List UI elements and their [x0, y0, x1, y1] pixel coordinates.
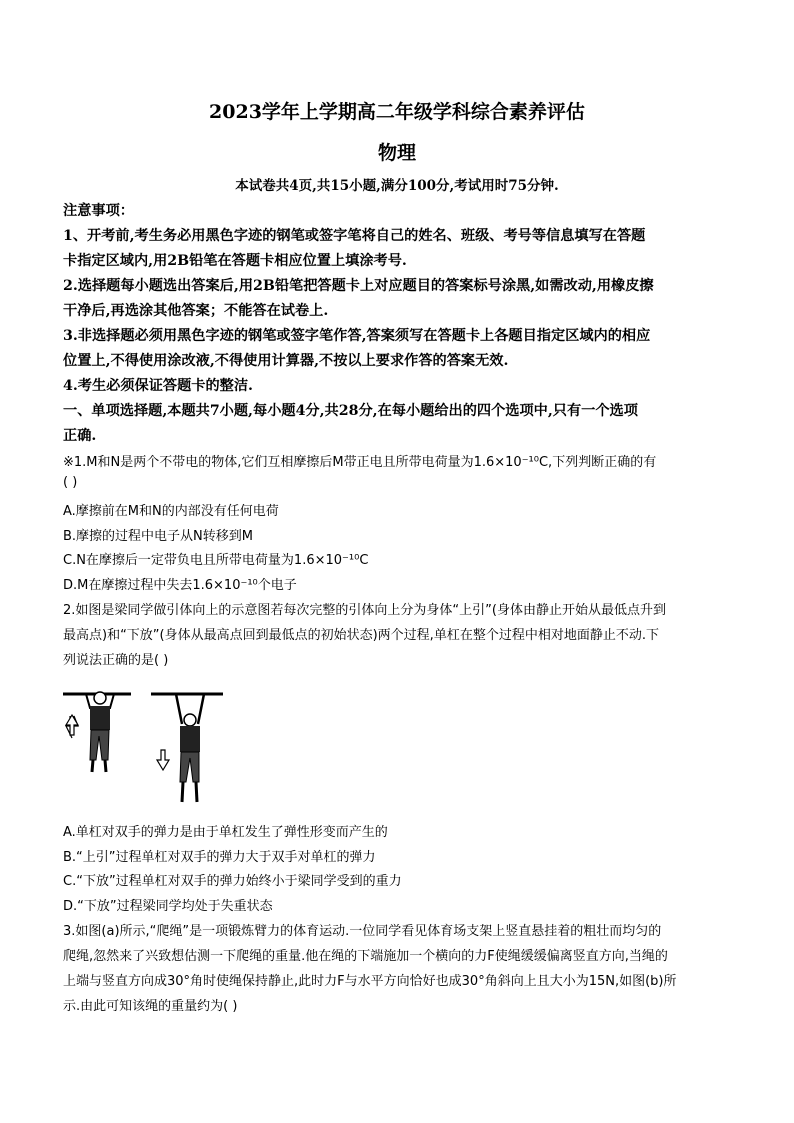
- pull-up-figure: [63, 688, 228, 806]
- q1-option-d: D.M在摩擦过程中失去1.6×10⁻¹⁰个电子: [63, 578, 297, 593]
- torso: [180, 726, 200, 752]
- q1-stem: ※1.M和N是两个不带电的物体,它们互相摩擦后M带正电且所带电荷量为1.6×10⁻¹⁰C,下列判断正确的有: [63, 455, 657, 470]
- exam-title: 2023学年上学期高二年级学科综合素养评估: [209, 101, 585, 123]
- left-arm: [176, 694, 182, 724]
- q1-answer-paren: ( ): [63, 475, 78, 490]
- note-3-line-1: 3.非选择题必须用黑色字迹的钢笔或签字笔作答,答案须写在答题卡上各题目指定区域内的相应: [63, 328, 651, 344]
- right-arm: [198, 694, 204, 724]
- right-shin: [196, 782, 197, 802]
- torso: [90, 706, 110, 730]
- subject-title: 物理: [377, 142, 416, 164]
- legs: [180, 752, 199, 782]
- q3-stem-line-2: 爬绳,忽然来了兴致想估测一下爬绳的重量.他在绳的下端施加一个横向的力F使绳缓缓偏离竖直方向,当绳的: [63, 949, 668, 964]
- q3-stem-line-1: 3.如图(a)所示,“爬绳”是一项锻炼臂力的体育运动.一位同学看见体育场支架上竖直悬挂着的粗壮而均匀的: [63, 924, 662, 939]
- q3-stem-line-4: 示.由此可知该绳的重量约为( ): [63, 999, 238, 1014]
- q2-option-c: C.“下放”过程单杠对双手的弹力始终小于梁同学受到的重力: [63, 874, 402, 889]
- note-2-line-1: 2.选择题每小题选出答案后,用2B铅笔把答题卡上对应题目的答案标号涂黑,如需改动,用橡皮擦: [63, 278, 654, 294]
- q1-option-c: C.N在摩擦后一定带负电且所带电荷量为1.6×10⁻¹⁰C: [63, 553, 369, 568]
- note-2-line-2: 干净后,再选涂其他答案；不能答在试卷上.: [63, 303, 329, 319]
- section-heading-line-2: 正确.: [63, 428, 97, 444]
- up-arrow-icon: [66, 715, 78, 738]
- head: [184, 714, 196, 726]
- q2-stem-line-1: 2.如图是梁同学做引体向上的示意图若每次完整的引体向上分为身体“上引”(身体由静止开始从最低点升到: [63, 603, 666, 618]
- q1-option-a: A.摩擦前在M和N的内部没有任何电荷: [63, 504, 279, 519]
- down-arrow-icon: [157, 750, 169, 770]
- note-1-line-2: 卡指定区域内,用2B铅笔在答题卡相应位置上填涂考号.: [63, 253, 407, 269]
- exam-meta: 本试卷共4页,共15小题,满分100分,考试用时75分钟.: [235, 178, 559, 194]
- q3-stem-line-3: 上端与竖直方向成30°角时使绳保持静止,此时力F与水平方向恰好也成30°角斜向上且大小为15N,如图(b)所: [63, 974, 677, 989]
- left-shin: [92, 760, 93, 772]
- section-heading-line-1: 一、单项选择题,本题共7小题,每小题4分,共28分,在每小题给出的四个选项中,只有一个选项: [63, 403, 638, 419]
- q2-option-d: D.“下放”过程梁同学均处于失重状态: [63, 899, 273, 914]
- note-3-line-2: 位置上,不得使用涂改液,不得使用计算器,不按以上要求作答的答案无效.: [63, 353, 509, 369]
- left-shin: [182, 782, 183, 802]
- figure-downward-release: [151, 694, 223, 802]
- q2-option-b: B.“上引”过程单杠对双手的弹力大于双手对单杠的弹力: [63, 850, 376, 865]
- q1-option-b: B.摩擦的过程中电子从N转移到M: [63, 529, 253, 544]
- note-1-line-1: 1、开考前,考生务必用黑色字迹的钢笔或签字笔将自己的姓名、班级、考号等信息填写在答题: [63, 228, 646, 244]
- right-shin: [105, 760, 106, 772]
- head: [94, 692, 106, 704]
- q2-option-a: A.单杠对双手的弹力是由于单杠发生了弹性形变而产生的: [63, 825, 388, 840]
- note-4: 4.考生必须保证答题卡的整洁.: [63, 378, 254, 394]
- q2-stem-line-3: 列说法正确的是( ): [63, 653, 169, 668]
- q2-stem-line-2: 最高点)和“下放”(身体从最高点回到最低点的初始状态)两个过程,单杠在整个过程中相对地面静止不动.下: [63, 628, 659, 643]
- notes-heading: 注意事项：: [63, 203, 134, 219]
- legs: [90, 730, 109, 760]
